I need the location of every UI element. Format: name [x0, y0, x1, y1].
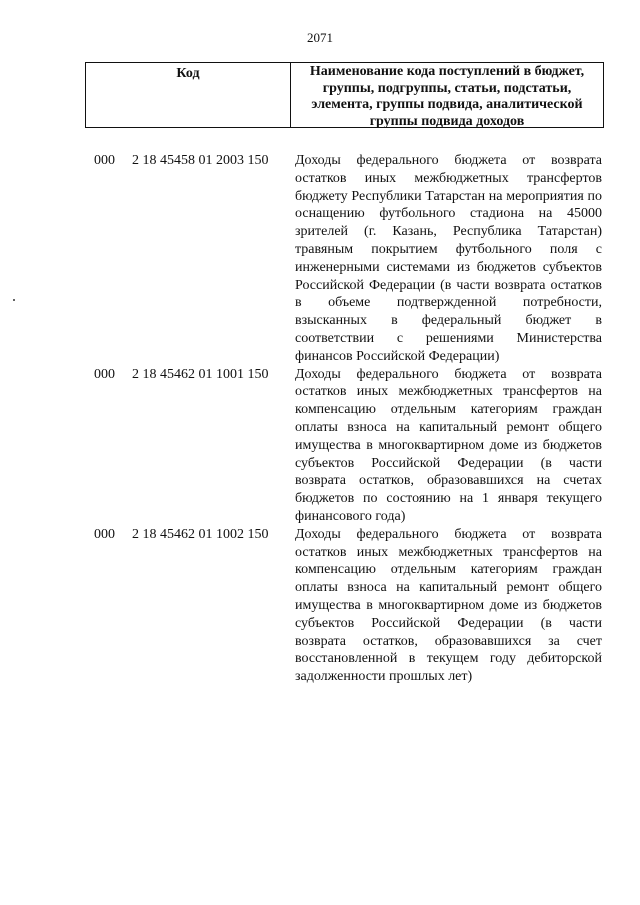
row-description: Доходы федерального бюджета от возврата остатков иных межбюджетных трансфертов на компенсацию отдельным категориям граждан оплаты взноса на капитальный ремонт общего имущества в многоквартирном доме из бюджетов субъектов Российской Федерации (в части возврата остатков, образовавшихся за счет восстановленной в текущем году дебиторской задолженности прошлых лет) [295, 526, 602, 685]
row-admin-code: 000 [94, 366, 115, 382]
row-revenue-code: 2 18 45462 01 1002 150 [132, 526, 269, 542]
table-row [0, 152, 640, 366]
scan-speck [13, 299, 15, 301]
row-admin-code: 000 [94, 153, 115, 168]
row-admin-code: 000 [94, 526, 115, 542]
page-number: 2071 [307, 30, 333, 45]
header-name-column: Наименование кода поступлений в бюджет, группы, подгруппы, статьи, подстатьи, элемента, группы подвида, аналитической группы подвида доходов [309, 64, 585, 127]
table-body [0, 152, 640, 686]
table-row [0, 366, 640, 526]
row-revenue-code: 2 18 45458 01 2003 150 [132, 153, 269, 168]
table-row [0, 526, 640, 686]
row-description: Доходы федерального бюджета от возврата остатков иных межбюджетных трансфертов на компенсацию отдельным категориям граждан оплаты взноса на капитальный ремонт общего имущества в многоквартирном доме из бюджетов субъектов Российской Федерации (в части возврата остатков, образовавшихся на счетах бюджетов по состоянию на 1 января текущего финансового года) [295, 366, 602, 524]
table-header [85, 62, 604, 128]
row-revenue-code: 2 18 45462 01 1001 150 [132, 366, 269, 382]
header-code-column: Код [86, 63, 291, 127]
row-description: Доходы федерального бюджета от возврата остатков иных межбюджетных трансфертов бюджету Республики Татарстан на мероприятия по оснащению футбольного стадиона на 45000 зрителей (г. Казань, Республика Татарстан) травяным покрытием футбольного поля с инженерными системами из бюджетов субъектов Российской Федерации (в части возврата остатков в объеме подтвержденной потребности, взысканных в федеральный бюджет в соответствии с решениями Министерства финансов Российской Федерации) [295, 153, 602, 364]
